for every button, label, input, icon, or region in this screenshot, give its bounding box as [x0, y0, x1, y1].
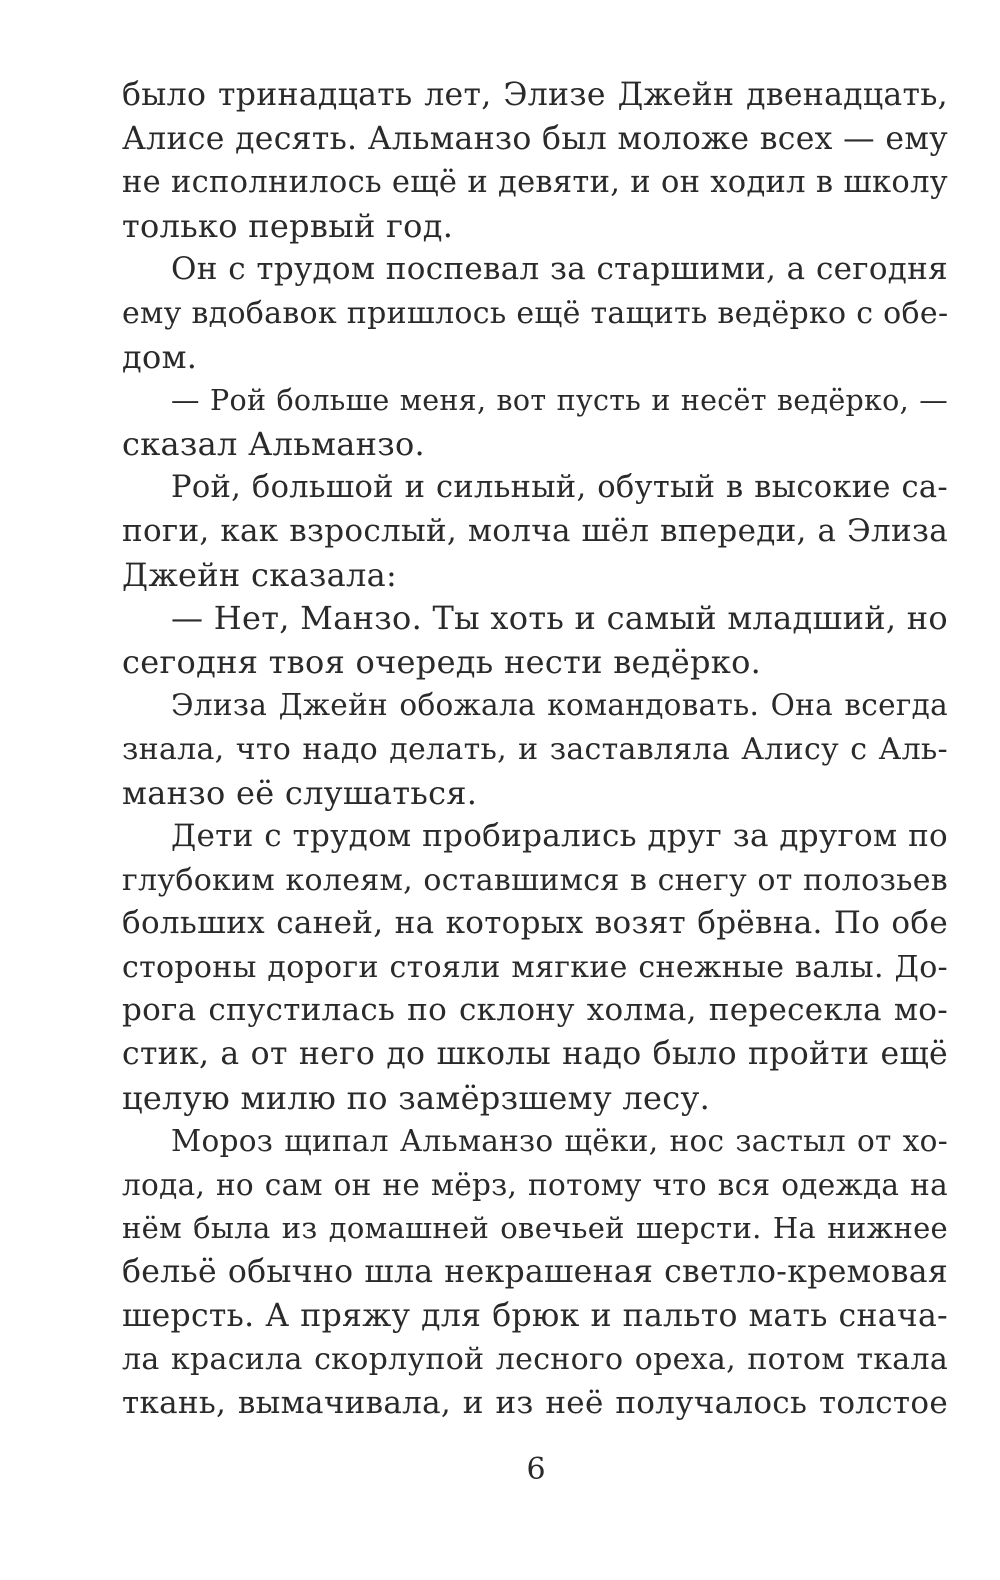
- text-line: ткань, вымачивала, и из неё получалось толстое: [122, 1384, 948, 1421]
- text-line: Алисе десять. Альманзо был моложе всех — ему: [122, 120, 948, 157]
- text-line: было тринадцать лет, Элизе Джейн двенадцать,: [122, 77, 948, 113]
- text-line: поги, как взрослый, молча шёл впереди, а Элиза: [122, 512, 948, 549]
- text-line: лода, но сам он не мёрз, потому что вся одежда на: [122, 1167, 948, 1202]
- text-line: Рой, большой и сильный, обутый в высокие са-: [171, 470, 948, 506]
- text-line: сегодня твоя очередь нести ведёрко.: [122, 642, 762, 681]
- text-line: Джейн сказала:: [122, 555, 398, 594]
- text-line: дом.: [122, 337, 198, 376]
- text-line: стик, а от него до школы надо было пройти ещё: [122, 1036, 948, 1073]
- text-line: рога спустилась по склону холма, пересекла мо-: [122, 992, 948, 1029]
- text-line: только первый год.: [122, 206, 454, 245]
- text-line: Мороз щипал Альманзо щёки, нос застыл от хо-: [171, 1124, 948, 1159]
- text-line: — Нет, Манзо. Ты хоть и самый младший, но: [171, 599, 948, 638]
- text-line: ему вдобавок пришлось ещё тащить ведёрко с обе-: [122, 295, 949, 331]
- text-line: больших саней, на которых возят брёвна. По обе: [122, 905, 948, 942]
- text-line: целую милю по замёрзшему лесу.: [122, 1078, 711, 1117]
- text-line: — Рой больше меня, вот пусть и несёт ведёрко, —: [171, 384, 948, 418]
- text-line: шерсть. А пряжу для брюк и пальто мать снача-: [122, 1297, 948, 1334]
- text-line: сказал Альманзо.: [122, 424, 426, 463]
- text-line: манзо её слушаться.: [122, 773, 478, 812]
- text-line: ла красила скорлупой лесного ореха, потом ткала: [122, 1342, 948, 1378]
- text-line: Дети с трудом пробирались друг за другом по: [171, 818, 948, 855]
- text-line: Элиза Джейн обожала командовать. Она всегда: [171, 688, 948, 723]
- text-line: бельё обычно шла некрашеная светло-кремовая: [122, 1254, 948, 1291]
- text-line: знала, что надо делать, и заставляла Алису с Аль-: [122, 731, 948, 767]
- text-line: Он с трудом поспевал за старшими, а сегодня: [171, 251, 948, 288]
- text-line: стороны дороги стояли мягкие снежные валы. До-: [122, 949, 948, 985]
- page-number: 6: [526, 1452, 546, 1487]
- text-body: [122, 74, 948, 1425]
- text-line: не исполнилось ещё и девяти, и он ходил в школу: [122, 165, 948, 201]
- text-line: нём была из домашней овечьей шерсти. На нижнее: [122, 1211, 948, 1246]
- text-line: глубоким колеям, оставшимся в снегу от полозьев: [122, 862, 948, 898]
